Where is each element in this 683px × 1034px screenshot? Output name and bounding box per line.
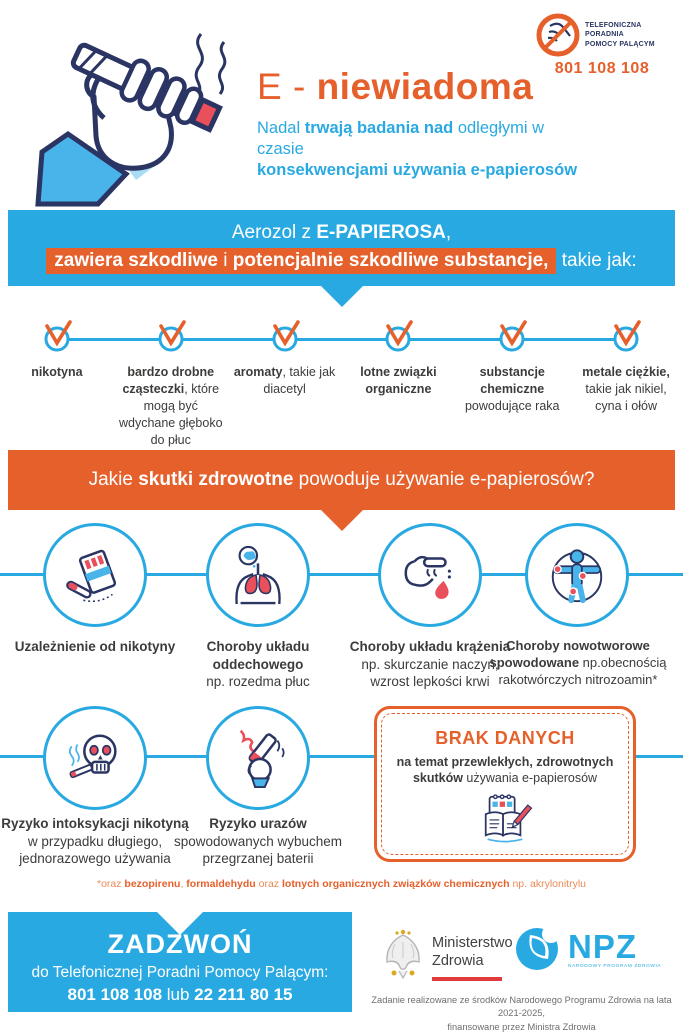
notebook-pencil-icon [478, 791, 532, 845]
effect-circle [525, 523, 629, 627]
footer-caption: Zadanie realizowane ze środków Narodowego Programu Zdrowia na lata 2021-2025, finansowane przez Ministra Zdrowia [371, 995, 672, 1032]
npz-swirl-icon [512, 924, 562, 974]
call-box [8, 912, 352, 1012]
substance-item [455, 316, 569, 448]
title-block [257, 66, 587, 181]
footnote: *oraz bezopirenu, formaldehydu oraz lotnych organicznych związków chemicznych np. akrylonitrylu [96, 878, 586, 890]
substance-item [0, 316, 114, 448]
orange-banner-pointer [321, 510, 363, 531]
clinic-phone-number: 801 108 108 [554, 60, 650, 77]
aerosol-banner [8, 210, 675, 286]
substance-item [569, 316, 683, 448]
check-icon [150, 316, 192, 358]
lungs-icon [227, 544, 289, 606]
battery-explosion-icon [227, 727, 289, 789]
substance-item [114, 316, 228, 448]
aerosol-banner-line1: Aerozol z E-PAPIEROSA, [231, 222, 452, 243]
effect-circle [378, 523, 482, 627]
blue-banner-pointer [321, 286, 363, 307]
hand-holding-ecigarette-illustration [38, 16, 250, 204]
body-nitrosamine-icon [546, 544, 608, 606]
page-title: E - niewiadoma [257, 66, 534, 107]
effect-label: Ryzyko intoksykacji nikotyną w przypadku długiego, jednorazowego używania [1, 816, 189, 867]
call-title: ZADZWOŃ [107, 929, 253, 959]
no-data-text: na temat przewlekłych, zdrowotnych skutków używania e-papierosów [396, 755, 614, 786]
check-icon [264, 316, 306, 358]
ministry-text: Ministerstwo Zdrowia [432, 935, 513, 970]
substance-label: lotne związki organiczne [360, 365, 437, 396]
effect-circle [43, 706, 147, 810]
effect-label: Ryzyko urazów spowodowanych wybuchem przegrzanej baterii [173, 816, 343, 867]
no-smoking-hand-icon [535, 12, 581, 58]
skull-smoking-icon [64, 727, 126, 789]
substance-label: aromaty, takie jak diacetyl [233, 365, 336, 396]
check-icon [491, 316, 533, 358]
effect-label: Choroby nowotworowe spowodowane np.obecnością rakotwórczych nitrozoamin* [489, 638, 667, 687]
page-subtitle: Nadal trwają badania nad odległymi w czasie konsekwencjami używania e-papierosów [257, 119, 578, 180]
npz-subtitle: NARODOWY PROGRAM ZDROWIA [568, 963, 662, 969]
call-phone-numbers: 801 108 108 lub 22 211 80 15 [67, 985, 293, 1004]
effect-label: Choroby układu oddechowego np. rozedma płuc [206, 639, 310, 690]
no-data-box [374, 706, 636, 862]
call-box-notch [157, 912, 203, 935]
npz-abbr: NPZ [568, 927, 637, 965]
check-icon [377, 316, 419, 358]
effect-circle [43, 523, 147, 627]
check-icon [36, 316, 78, 358]
substance-label: bardzo drobne cząsteczki, które mogą być wdychane głęboko do płuc [118, 365, 223, 447]
ministry-underline [432, 977, 502, 981]
substance-label: substancje chemiczne powodujące raka [464, 365, 560, 413]
clinic-logo-text: TELEFONICZNA PORADNIA POMOCY PALĄCYM [585, 21, 655, 48]
substances-row [0, 316, 683, 448]
blood-drop-hand-icon [399, 544, 461, 606]
health-effects-banner: Jakie skutki zdrowotne powoduje używanie e-papierosów? [8, 450, 675, 510]
effect-circle [206, 523, 310, 627]
substance-item [342, 316, 456, 448]
effect-circle [206, 706, 310, 810]
substance-label: metale ciężkie, takie jak nikiel, cyna i ołów [582, 365, 670, 413]
effect-label: Choroby układu krążenia np. skurczanie naczyń, wzrost lepkości krwi [349, 639, 511, 690]
aerosol-banner-line2: zawiera szkodliwe i potencjalnie szkodliwe substancje, takie jak: [8, 248, 675, 274]
substance-item [228, 316, 342, 448]
effect-label: Uzależnienie od nikotyny [14, 639, 176, 654]
cigarette-pack-icon [64, 544, 126, 606]
call-subtitle: do Telefonicznej Poradni Pomocy Palącym: [31, 964, 329, 981]
ministry-of-health-logo [382, 926, 513, 982]
no-data-title: BRAK DANYCH [435, 728, 575, 748]
polish-eagle-icon [382, 926, 424, 982]
substance-label: nikotyna [31, 365, 83, 379]
check-icon [605, 316, 647, 358]
npz-logo [512, 924, 661, 974]
